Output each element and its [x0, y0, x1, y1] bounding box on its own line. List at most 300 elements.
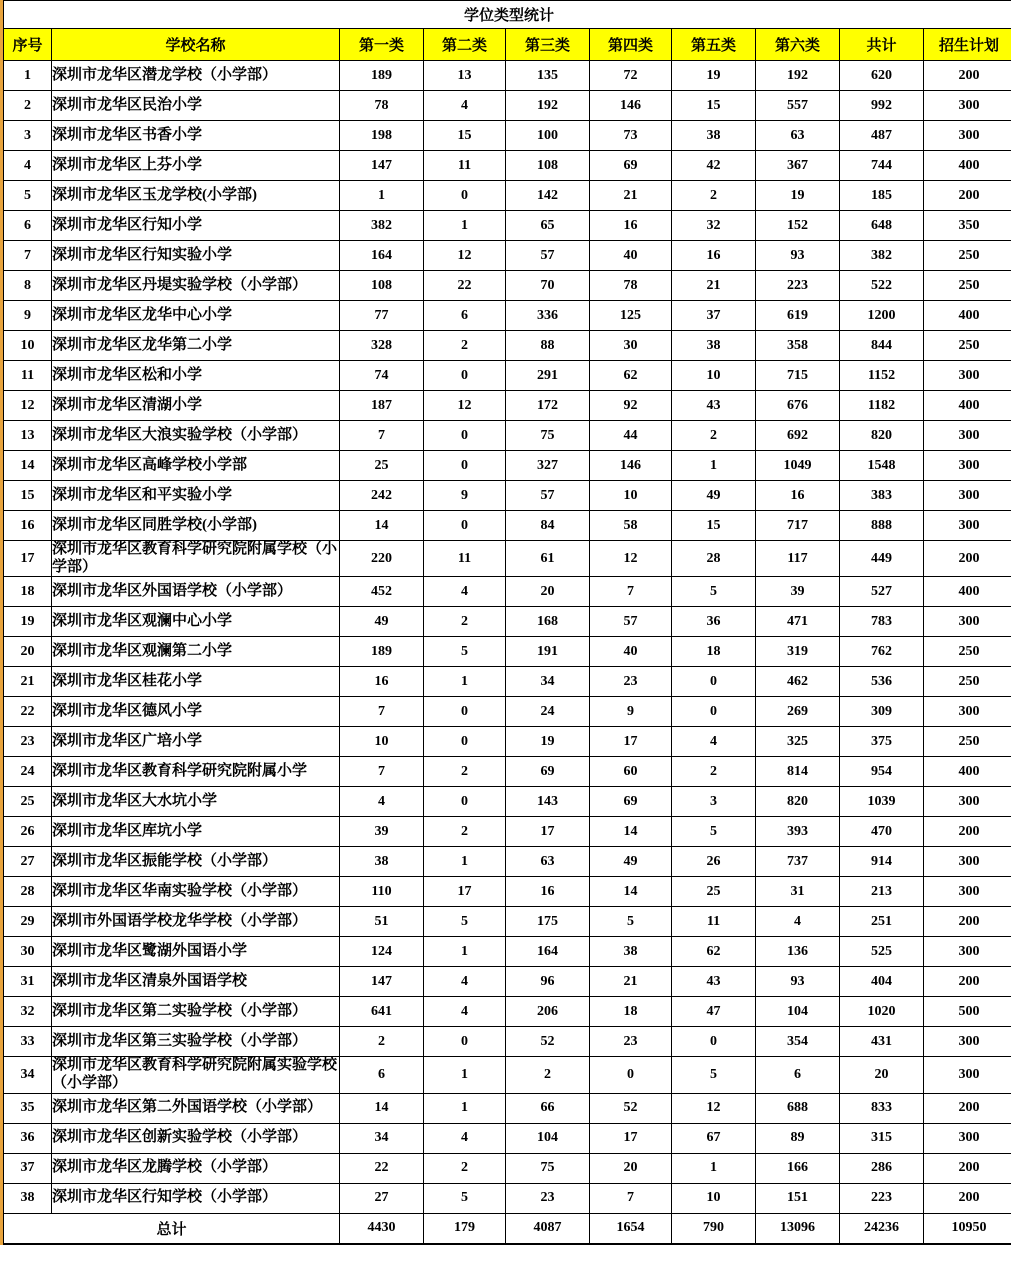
value-cell-第二类: 0: [424, 727, 506, 757]
table-row: [4, 391, 1011, 421]
value-cell-第二类: 11: [424, 541, 506, 577]
school-name-cell: 深圳市龙华区广培小学: [52, 727, 340, 757]
row-number-cell: 28: [4, 877, 52, 907]
value-cell-第六类: 151: [756, 1183, 840, 1213]
row-number-cell: 3: [4, 121, 52, 151]
school-name-cell: 深圳市龙华区大浪实验学校（小学部）: [52, 421, 340, 451]
school-name-cell: 深圳市外国语学校龙华学校（小学部）: [52, 907, 340, 937]
value-cell-第四类: 5: [590, 907, 672, 937]
value-cell-招生计划: 250: [924, 331, 1011, 361]
value-cell-第二类: 0: [424, 181, 506, 211]
value-cell-第一类: 147: [340, 151, 424, 181]
value-cell-第三类: 57: [506, 241, 590, 271]
table-row: [4, 997, 1011, 1027]
value-cell-招生计划: 200: [924, 1183, 1011, 1213]
value-cell-第四类: 92: [590, 391, 672, 421]
column-header-3: 第二类: [424, 29, 506, 61]
value-cell-第四类: 125: [590, 301, 672, 331]
value-cell-第六类: 814: [756, 757, 840, 787]
value-cell-共计: 1182: [840, 391, 924, 421]
value-cell-第五类: 2: [672, 757, 756, 787]
value-cell-第一类: 242: [340, 481, 424, 511]
row-number-cell: 4: [4, 151, 52, 181]
value-cell-第六类: 16: [756, 481, 840, 511]
row-number-cell: 7: [4, 241, 52, 271]
value-cell-第六类: 39: [756, 577, 840, 607]
table-row: [4, 1057, 1011, 1093]
value-cell-第四类: 146: [590, 451, 672, 481]
value-cell-第四类: 69: [590, 151, 672, 181]
school-name-cell: 深圳市龙华区观澜中心小学: [52, 607, 340, 637]
value-cell-第五类: 18: [672, 637, 756, 667]
value-cell-第五类: 38: [672, 331, 756, 361]
value-cell-招生计划: 250: [924, 271, 1011, 301]
value-cell-第六类: 325: [756, 727, 840, 757]
value-cell-第二类: 0: [424, 787, 506, 817]
value-cell-第六类: 820: [756, 787, 840, 817]
value-cell-第三类: 19: [506, 727, 590, 757]
value-cell-第一类: 39: [340, 817, 424, 847]
value-cell-第一类: 187: [340, 391, 424, 421]
header-row: [4, 29, 1011, 61]
value-cell-第五类: 16: [672, 241, 756, 271]
value-cell-第二类: 4: [424, 967, 506, 997]
value-cell-第三类: 168: [506, 607, 590, 637]
value-cell-第二类: 4: [424, 91, 506, 121]
school-name-cell: 深圳市龙华区丹堤实验学校（小学部）: [52, 271, 340, 301]
table-row: [4, 727, 1011, 757]
value-cell-第三类: 52: [506, 1027, 590, 1057]
value-cell-第六类: 269: [756, 697, 840, 727]
value-cell-招生计划: 400: [924, 301, 1011, 331]
value-cell-第六类: 89: [756, 1123, 840, 1153]
table-row: [4, 817, 1011, 847]
value-cell-第六类: 471: [756, 607, 840, 637]
total-label-cell: 总计: [4, 1213, 340, 1244]
table-row: [4, 907, 1011, 937]
row-number-cell: 36: [4, 1123, 52, 1153]
value-cell-第二类: 4: [424, 1123, 506, 1153]
table-row: [4, 271, 1011, 301]
row-number-cell: 9: [4, 301, 52, 331]
value-cell-第四类: 40: [590, 637, 672, 667]
table-row: [4, 637, 1011, 667]
value-cell-第三类: 100: [506, 121, 590, 151]
table-title: 学位类型统计: [4, 1, 1011, 29]
table-row: [4, 967, 1011, 997]
value-cell-共计: 315: [840, 1123, 924, 1153]
value-cell-第二类: 4: [424, 577, 506, 607]
value-cell-第五类: 43: [672, 391, 756, 421]
value-cell-第五类: 0: [672, 697, 756, 727]
school-name-cell: 深圳市龙华区潜龙学校（小学部）: [52, 61, 340, 91]
value-cell-第一类: 22: [340, 1153, 424, 1183]
school-name-cell: 深圳市龙华区行知学校（小学部）: [52, 1183, 340, 1213]
value-cell-第六类: 715: [756, 361, 840, 391]
value-cell-第六类: 462: [756, 667, 840, 697]
value-cell-第二类: 5: [424, 1183, 506, 1213]
school-name-cell: 深圳市龙华区鹭湖外国语小学: [52, 937, 340, 967]
value-cell-第三类: 17: [506, 817, 590, 847]
total-value-cell-第四类: 1654: [590, 1213, 672, 1244]
value-cell-第二类: 0: [424, 1027, 506, 1057]
value-cell-第一类: 38: [340, 847, 424, 877]
value-cell-招生计划: 300: [924, 421, 1011, 451]
value-cell-第五类: 38: [672, 121, 756, 151]
school-name-cell: 深圳市龙华区松和小学: [52, 361, 340, 391]
value-cell-第一类: 147: [340, 967, 424, 997]
value-cell-第六类: 166: [756, 1153, 840, 1183]
value-cell-第五类: 49: [672, 481, 756, 511]
value-cell-第一类: 7: [340, 757, 424, 787]
value-cell-第六类: 152: [756, 211, 840, 241]
value-cell-第五类: 0: [672, 1027, 756, 1057]
value-cell-第五类: 5: [672, 577, 756, 607]
value-cell-第六类: 358: [756, 331, 840, 361]
table-row: [4, 1027, 1011, 1057]
value-cell-第二类: 5: [424, 637, 506, 667]
value-cell-第三类: 63: [506, 847, 590, 877]
row-number-cell: 31: [4, 967, 52, 997]
table-row: [4, 877, 1011, 907]
row-number-cell: 17: [4, 541, 52, 577]
value-cell-第三类: 75: [506, 421, 590, 451]
value-cell-招生计划: 300: [924, 847, 1011, 877]
value-cell-共计: 833: [840, 1093, 924, 1123]
value-cell-第二类: 2: [424, 331, 506, 361]
value-cell-共计: 522: [840, 271, 924, 301]
value-cell-第一类: 7: [340, 697, 424, 727]
value-cell-第六类: 692: [756, 421, 840, 451]
value-cell-第二类: 2: [424, 757, 506, 787]
row-number-cell: 34: [4, 1057, 52, 1093]
value-cell-招生计划: 300: [924, 787, 1011, 817]
table-row: [4, 541, 1011, 577]
value-cell-第六类: 688: [756, 1093, 840, 1123]
value-cell-第六类: 19: [756, 181, 840, 211]
school-name-cell: 深圳市龙华区教育科学研究院附属学校（小学部）: [52, 541, 340, 577]
value-cell-第五类: 5: [672, 1057, 756, 1093]
row-number-cell: 15: [4, 481, 52, 511]
value-cell-共计: 309: [840, 697, 924, 727]
value-cell-第六类: 354: [756, 1027, 840, 1057]
value-cell-共计: 914: [840, 847, 924, 877]
value-cell-第六类: 6: [756, 1057, 840, 1093]
table-body: [4, 61, 1011, 1214]
value-cell-第二类: 2: [424, 607, 506, 637]
school-name-cell: 深圳市龙华区库坑小学: [52, 817, 340, 847]
value-cell-招生计划: 200: [924, 967, 1011, 997]
school-name-cell: 深圳市龙华区清湖小学: [52, 391, 340, 421]
column-header-4: 第三类: [506, 29, 590, 61]
value-cell-第一类: 10: [340, 727, 424, 757]
row-number-cell: 27: [4, 847, 52, 877]
value-cell-第一类: 189: [340, 637, 424, 667]
value-cell-第一类: 189: [340, 61, 424, 91]
value-cell-第一类: 220: [340, 541, 424, 577]
value-cell-第四类: 17: [590, 727, 672, 757]
value-cell-第二类: 0: [424, 451, 506, 481]
row-number-cell: 8: [4, 271, 52, 301]
value-cell-第二类: 11: [424, 151, 506, 181]
column-header-1: 学校名称: [52, 29, 340, 61]
value-cell-共计: 213: [840, 877, 924, 907]
value-cell-第一类: 328: [340, 331, 424, 361]
value-cell-第四类: 12: [590, 541, 672, 577]
value-cell-第五类: 3: [672, 787, 756, 817]
value-cell-第二类: 0: [424, 697, 506, 727]
value-cell-共计: 286: [840, 1153, 924, 1183]
value-cell-第四类: 72: [590, 61, 672, 91]
row-number-cell: 33: [4, 1027, 52, 1057]
value-cell-招生计划: 300: [924, 697, 1011, 727]
school-name-cell: 深圳市龙华区外国语学校（小学部）: [52, 577, 340, 607]
total-value-cell-第二类: 179: [424, 1213, 506, 1244]
value-cell-招生计划: 250: [924, 667, 1011, 697]
value-cell-第二类: 1: [424, 1093, 506, 1123]
table-row: [4, 511, 1011, 541]
value-cell-招生计划: 250: [924, 727, 1011, 757]
value-cell-第六类: 223: [756, 271, 840, 301]
value-cell-共计: 382: [840, 241, 924, 271]
value-cell-第五类: 28: [672, 541, 756, 577]
school-name-cell: 深圳市龙华区和平实验小学: [52, 481, 340, 511]
value-cell-第五类: 37: [672, 301, 756, 331]
value-cell-第四类: 57: [590, 607, 672, 637]
table-row: [4, 847, 1011, 877]
value-cell-第三类: 84: [506, 511, 590, 541]
value-cell-第四类: 0: [590, 1057, 672, 1093]
column-header-2: 第一类: [340, 29, 424, 61]
table-row: [4, 787, 1011, 817]
school-name-cell: 深圳市龙华区清泉外国语学校: [52, 967, 340, 997]
table-row: [4, 151, 1011, 181]
value-cell-第四类: 14: [590, 817, 672, 847]
value-cell-第四类: 7: [590, 577, 672, 607]
value-cell-共计: 1039: [840, 787, 924, 817]
value-cell-共计: 527: [840, 577, 924, 607]
value-cell-共计: 783: [840, 607, 924, 637]
row-number-cell: 16: [4, 511, 52, 541]
value-cell-第四类: 30: [590, 331, 672, 361]
school-name-cell: 深圳市龙华区教育科学研究院附属小学: [52, 757, 340, 787]
value-cell-第六类: 393: [756, 817, 840, 847]
value-cell-第三类: 143: [506, 787, 590, 817]
value-cell-第一类: 14: [340, 1093, 424, 1123]
value-cell-共计: 1020: [840, 997, 924, 1027]
value-cell-第六类: 31: [756, 877, 840, 907]
value-cell-招生计划: 300: [924, 451, 1011, 481]
value-cell-第四类: 14: [590, 877, 672, 907]
row-number-cell: 6: [4, 211, 52, 241]
value-cell-第六类: 737: [756, 847, 840, 877]
value-cell-第一类: 124: [340, 937, 424, 967]
row-number-cell: 30: [4, 937, 52, 967]
table-row: [4, 937, 1011, 967]
value-cell-第五类: 11: [672, 907, 756, 937]
value-cell-第四类: 146: [590, 91, 672, 121]
school-name-cell: 深圳市龙华区观澜第二小学: [52, 637, 340, 667]
value-cell-第二类: 0: [424, 421, 506, 451]
total-value-cell-第六类: 13096: [756, 1213, 840, 1244]
row-number-cell: 14: [4, 451, 52, 481]
column-header-9: 招生计划: [924, 29, 1011, 61]
value-cell-第一类: 110: [340, 877, 424, 907]
table-row: [4, 211, 1011, 241]
school-name-cell: 深圳市龙华区行知实验小学: [52, 241, 340, 271]
school-name-cell: 深圳市龙华区桂花小学: [52, 667, 340, 697]
value-cell-第四类: 52: [590, 1093, 672, 1123]
value-cell-第五类: 36: [672, 607, 756, 637]
value-cell-共计: 992: [840, 91, 924, 121]
value-cell-第二类: 5: [424, 907, 506, 937]
value-cell-第五类: 32: [672, 211, 756, 241]
value-cell-共计: 888: [840, 511, 924, 541]
school-name-cell: 深圳市龙华区德风小学: [52, 697, 340, 727]
value-cell-招生计划: 200: [924, 907, 1011, 937]
value-cell-第二类: 1: [424, 211, 506, 241]
value-cell-第六类: 63: [756, 121, 840, 151]
value-cell-第五类: 25: [672, 877, 756, 907]
value-cell-招生计划: 300: [924, 1027, 1011, 1057]
table-row: [4, 121, 1011, 151]
school-name-cell: 深圳市龙华区振能学校（小学部）: [52, 847, 340, 877]
table-row: [4, 1183, 1011, 1213]
value-cell-第四类: 49: [590, 847, 672, 877]
column-header-6: 第五类: [672, 29, 756, 61]
value-cell-第四类: 78: [590, 271, 672, 301]
table-row: [4, 1153, 1011, 1183]
value-cell-第三类: 135: [506, 61, 590, 91]
table-row: [4, 1123, 1011, 1153]
value-cell-招生计划: 200: [924, 61, 1011, 91]
total-value-cell-第一类: 4430: [340, 1213, 424, 1244]
value-cell-共计: 487: [840, 121, 924, 151]
school-name-cell: 深圳市龙华区大水坑小学: [52, 787, 340, 817]
value-cell-第五类: 1: [672, 1153, 756, 1183]
value-cell-第二类: 2: [424, 1153, 506, 1183]
value-cell-共计: 648: [840, 211, 924, 241]
value-cell-第四类: 73: [590, 121, 672, 151]
value-cell-第二类: 0: [424, 511, 506, 541]
value-cell-招生计划: 400: [924, 577, 1011, 607]
total-value-cell-第五类: 790: [672, 1213, 756, 1244]
row-number-cell: 20: [4, 637, 52, 667]
value-cell-共计: 762: [840, 637, 924, 667]
value-cell-第四类: 23: [590, 1027, 672, 1057]
value-cell-第六类: 1049: [756, 451, 840, 481]
value-cell-第五类: 15: [672, 91, 756, 121]
table-row: [4, 241, 1011, 271]
value-cell-招生计划: 200: [924, 1093, 1011, 1123]
value-cell-招生计划: 350: [924, 211, 1011, 241]
value-cell-第一类: 51: [340, 907, 424, 937]
value-cell-第一类: 7: [340, 421, 424, 451]
value-cell-招生计划: 300: [924, 937, 1011, 967]
total-value-cell-招生计划: 10950: [924, 1213, 1011, 1244]
value-cell-第五类: 10: [672, 1183, 756, 1213]
school-name-cell: 深圳市龙华区创新实验学校（小学部）: [52, 1123, 340, 1153]
table-row: [4, 577, 1011, 607]
value-cell-招生计划: 300: [924, 91, 1011, 121]
school-name-cell: 深圳市龙华区高峰学校小学部: [52, 451, 340, 481]
value-cell-第四类: 38: [590, 937, 672, 967]
value-cell-第三类: 16: [506, 877, 590, 907]
value-cell-第一类: 164: [340, 241, 424, 271]
value-cell-第六类: 717: [756, 511, 840, 541]
value-cell-招生计划: 300: [924, 481, 1011, 511]
value-cell-第三类: 24: [506, 697, 590, 727]
value-cell-第六类: 676: [756, 391, 840, 421]
table-row: [4, 697, 1011, 727]
value-cell-第三类: 88: [506, 331, 590, 361]
value-cell-第三类: 69: [506, 757, 590, 787]
value-cell-招生计划: 300: [924, 607, 1011, 637]
value-cell-招生计划: 500: [924, 997, 1011, 1027]
row-number-cell: 29: [4, 907, 52, 937]
school-name-cell: 深圳市龙华区龙腾学校（小学部）: [52, 1153, 340, 1183]
value-cell-招生计划: 300: [924, 1057, 1011, 1093]
value-cell-招生计划: 250: [924, 637, 1011, 667]
value-cell-第五类: 2: [672, 421, 756, 451]
value-cell-第五类: 10: [672, 361, 756, 391]
value-cell-招生计划: 400: [924, 757, 1011, 787]
value-cell-第五类: 47: [672, 997, 756, 1027]
school-name-cell: 深圳市龙华区民治小学: [52, 91, 340, 121]
value-cell-第一类: 452: [340, 577, 424, 607]
row-number-cell: 19: [4, 607, 52, 637]
value-cell-第一类: 198: [340, 121, 424, 151]
value-cell-第三类: 191: [506, 637, 590, 667]
value-cell-第二类: 12: [424, 391, 506, 421]
value-cell-共计: 844: [840, 331, 924, 361]
value-cell-第四类: 58: [590, 511, 672, 541]
value-cell-共计: 525: [840, 937, 924, 967]
row-number-cell: 10: [4, 331, 52, 361]
value-cell-第五类: 1: [672, 451, 756, 481]
school-name-cell: 深圳市龙华区玉龙学校(小学部): [52, 181, 340, 211]
row-number-cell: 1: [4, 61, 52, 91]
value-cell-第四类: 7: [590, 1183, 672, 1213]
value-cell-共计: 20: [840, 1057, 924, 1093]
value-cell-第六类: 93: [756, 967, 840, 997]
value-cell-第二类: 1: [424, 667, 506, 697]
value-cell-第三类: 61: [506, 541, 590, 577]
value-cell-第四类: 17: [590, 1123, 672, 1153]
value-cell-共计: 470: [840, 817, 924, 847]
row-number-cell: 2: [4, 91, 52, 121]
school-name-cell: 深圳市龙华区同胜学校(小学部): [52, 511, 340, 541]
value-cell-第三类: 164: [506, 937, 590, 967]
column-header-5: 第四类: [590, 29, 672, 61]
row-number-cell: 23: [4, 727, 52, 757]
value-cell-第三类: 192: [506, 91, 590, 121]
value-cell-第五类: 62: [672, 937, 756, 967]
value-cell-第一类: 34: [340, 1123, 424, 1153]
value-cell-共计: 620: [840, 61, 924, 91]
value-cell-共计: 820: [840, 421, 924, 451]
school-name-cell: 深圳市龙华区华南实验学校（小学部）: [52, 877, 340, 907]
value-cell-第三类: 75: [506, 1153, 590, 1183]
column-header-7: 第六类: [756, 29, 840, 61]
school-name-cell: 深圳市龙华区第二外国语学校（小学部）: [52, 1093, 340, 1123]
value-cell-第一类: 74: [340, 361, 424, 391]
total-value-cell-第三类: 4087: [506, 1213, 590, 1244]
value-cell-共计: 1152: [840, 361, 924, 391]
row-number-cell: 37: [4, 1153, 52, 1183]
value-cell-第三类: 206: [506, 997, 590, 1027]
value-cell-第五类: 12: [672, 1093, 756, 1123]
